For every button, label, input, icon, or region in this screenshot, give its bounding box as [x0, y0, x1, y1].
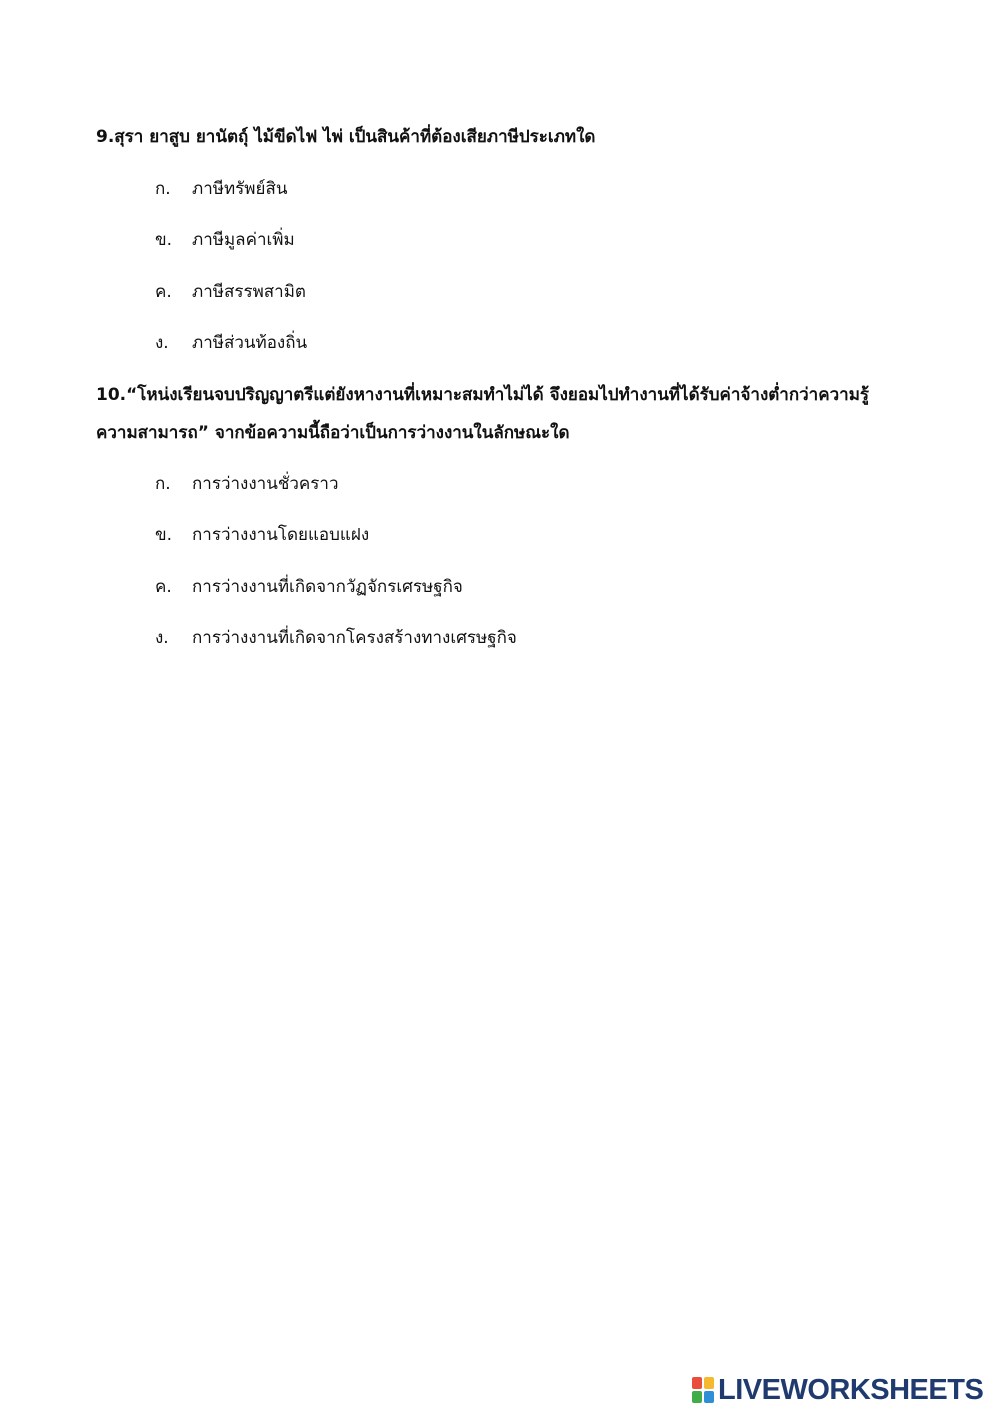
option-text: ภาษีมูลค่าเพิ่ม — [192, 230, 295, 250]
question-9-line-1: 9.สุรา ยาสูบ ยานัตถุ์ ไม้ขีดไฟ ไพ่ เป็นสินค้าที่ต้องเสียภาษีประเภทใด — [96, 127, 596, 147]
question-9-option-c[interactable] — [155, 281, 306, 303]
option-letter: ก. — [155, 474, 171, 494]
question-10-option-c[interactable] — [155, 576, 463, 598]
option-text: ภาษีทรัพย์สิน — [192, 179, 288, 199]
option-letter: ข. — [155, 230, 173, 250]
option-letter: ก. — [155, 179, 171, 199]
option-text: ภาษีส่วนท้องถิ่น — [192, 333, 308, 353]
question-10-option-d[interactable] — [155, 627, 517, 649]
option-text: การว่างงานชั่วคราว — [192, 474, 339, 494]
option-text: การว่างงานโดยแอบแฝง — [192, 525, 370, 545]
option-letter: ง. — [155, 333, 169, 353]
liveworksheets-logo-text: LIVEWORKSHEETS — [718, 1374, 984, 1406]
question-10-line-2: ความสามารถ” จากข้อความนี้ถือว่าเป็นการว่างงานในลักษณะใด — [96, 423, 570, 443]
question-9-text — [96, 126, 886, 148]
question-10-option-a[interactable] — [155, 473, 339, 495]
question-10-option-b[interactable] — [155, 524, 369, 546]
question-10-text-continued — [96, 422, 886, 444]
option-letter: ข. — [155, 525, 173, 545]
question-9-option-d[interactable] — [155, 332, 307, 354]
question-10-text — [96, 384, 886, 406]
option-letter: ค. — [155, 577, 172, 597]
question-9-option-a[interactable] — [155, 178, 287, 200]
option-text: ภาษีสรรพสามิต — [192, 282, 306, 302]
option-letter: ค. — [155, 282, 172, 302]
liveworksheets-logo-icon — [692, 1377, 714, 1403]
liveworksheets-logo — [692, 1374, 983, 1406]
option-letter: ง. — [155, 628, 169, 648]
option-text: การว่างงานที่เกิดจากโครงสร้างทางเศรษฐกิจ — [192, 628, 517, 648]
question-9-option-b[interactable] — [155, 229, 295, 251]
option-text: การว่างงานที่เกิดจากวัฏจักรเศรษฐกิจ — [192, 577, 463, 597]
question-10-line-1: 10.“โหน่งเรียนจบปริญญาตรีแต่ยังหางานที่เหมาะสมทำไม่ได้ จึงยอมไปทำงานที่ได้รับค่าจ้างต่ำกว่าความรู้ — [96, 385, 870, 405]
